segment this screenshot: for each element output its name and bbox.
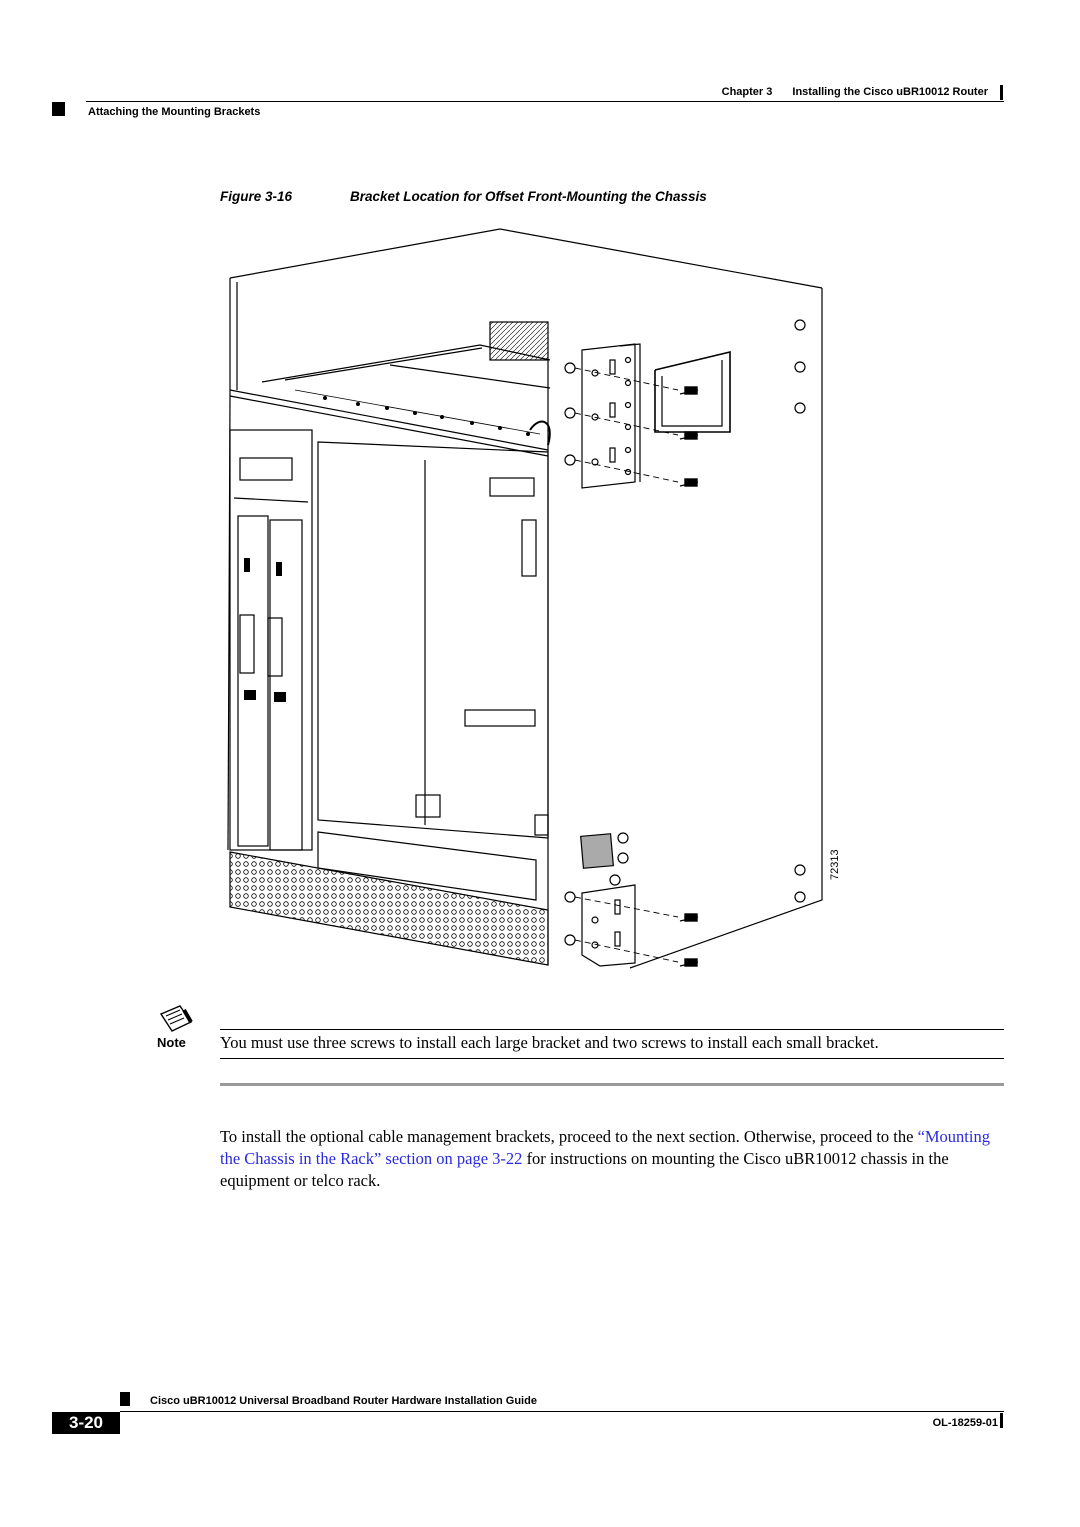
cross-reference-link[interactable]: “Mounting the Chassis in the Rack” section on page 3-22 <box>220 1127 990 1168</box>
figure-art-id: 72313 <box>829 849 841 880</box>
figure-number: Figure 3-16 <box>220 189 293 204</box>
small-bracket <box>582 885 635 966</box>
note-label: Note <box>157 1035 186 1050</box>
footer-bar <box>1000 1413 1003 1428</box>
section-title: Attaching the Mounting Brackets <box>88 106 261 118</box>
body-paragraph <box>220 1126 1010 1192</box>
note-separator <box>220 1083 1004 1086</box>
running-header-chapter <box>722 86 988 98</box>
chapter-title: Installing the Cisco uBR10012 Router <box>792 86 988 98</box>
page-number: 3-20 <box>52 1412 120 1434</box>
note-text: You must use three screws to install each large bracket and two screws to install each small bracket. <box>220 1033 879 1052</box>
header-rule <box>86 101 1004 102</box>
footer-marker <box>120 1392 130 1406</box>
line-card-left <box>238 516 268 846</box>
chassis-bracket-diagram <box>210 220 860 1000</box>
note-pencil-icon <box>158 1004 194 1034</box>
figure-title: Bracket Location for Offset Front-Mounting the Chassis <box>350 189 707 204</box>
card-cage <box>230 430 312 850</box>
chassis-side-panel <box>630 288 822 968</box>
note-rule-top <box>220 1029 1004 1030</box>
figure-caption <box>220 189 707 204</box>
screws <box>680 387 698 966</box>
line-card-right <box>270 520 302 850</box>
chassis-top <box>230 229 822 288</box>
body-text: To install the optional cable management brackets, proceed to the next section. Otherwise, proceed to the <box>220 1127 918 1146</box>
note-rule-bottom <box>220 1058 1004 1059</box>
footer-rule <box>120 1411 1004 1412</box>
chassis-door <box>318 442 548 838</box>
body-text-end: for instructions on mounting the Cisco uBR10012 chassis in the equipment or telco rack. <box>220 1149 949 1190</box>
guide-title: Cisco uBR10012 Universal Broadband Router Hardware Installation Guide <box>150 1395 537 1407</box>
header-marker <box>52 102 65 116</box>
chapter-number: Chapter 3 <box>721 86 773 98</box>
doc-number: OL-18259-01 <box>932 1417 998 1429</box>
header-bar <box>1000 85 1003 100</box>
